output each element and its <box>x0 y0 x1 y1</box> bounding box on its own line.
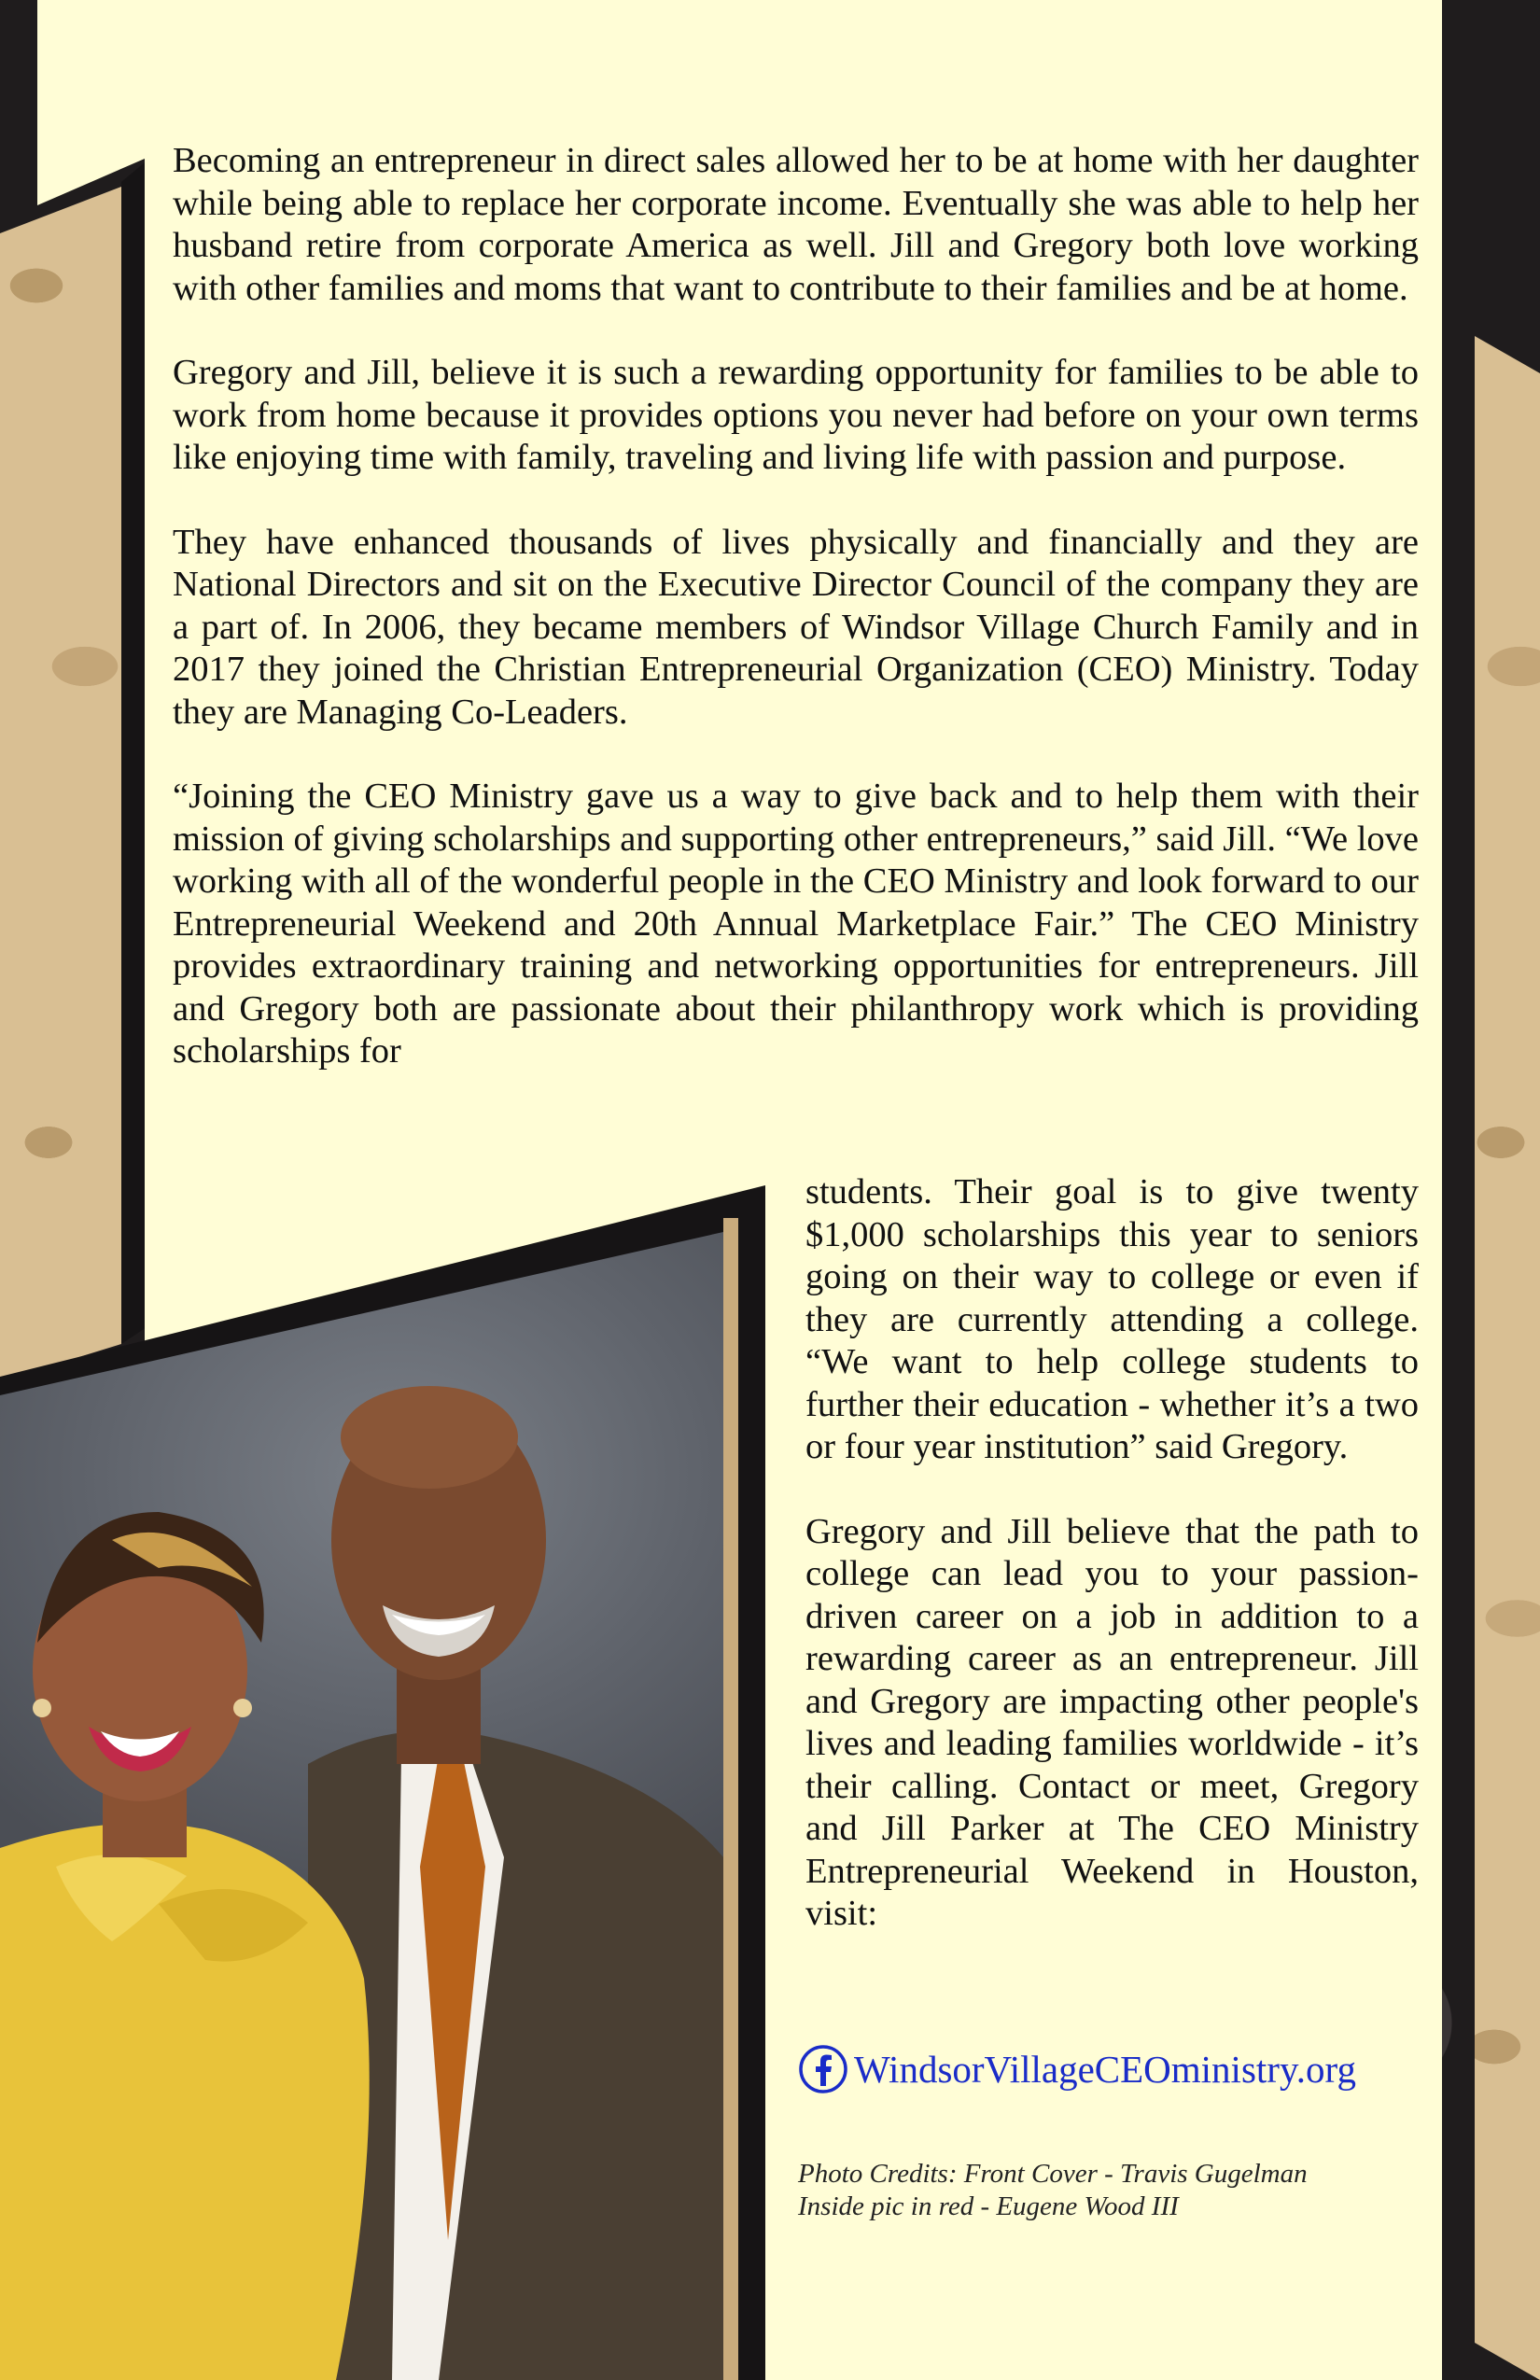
article-paragraph: Becoming an entrepreneur in direct sales allowed her to be at home with her daughter while being able to replace her corporate income. Eventually she was able to help her husband retire from corporate America as well. Jill and Gregory both love working with other families and moms that want to contribute to their families and be at home. <box>173 141 1419 308</box>
article-paragraph: students. Their goal is to give twenty $1,000 scholarships this year to seniors going on their way to college or even if they are currently attending a college. “We want to help college students to further their education - whether it’s a two or four year institution” said Gregory. <box>805 1172 1419 1466</box>
article-main-text <box>173 140 1419 1073</box>
photo-gold-edge <box>723 1218 738 2380</box>
article-side-text <box>805 1171 1419 1936</box>
article-paragraph: Gregory and Jill believe that the path to college can lead you to your passion-driven career on a job in addition to a rewarding career as an entrepreneur. Jill and Gregory are impacting other people's lives and leading families worldwide - it’s their calling. Contact or meet, Gregory and Jill Parker at The CEO Ministry Entrepreneurial Weekend in Houston, visit: <box>805 1511 1419 1933</box>
article-paragraph: “Joining the CEO Ministry gave us a way to give back and to help them with their mission of giving scholarships and supporting other entrepreneurs,” said Jill. “We love working with all of the wonderful people in the CEO Ministry and look forward to our Entrepreneurial Weekend and 20th Annual Marketplace Fair.” The CEO Ministry provides extraordinary training and networking opportunities for entrepreneurs. Jill and Gregory both are passionate about their philanthropy work which is providing scholarships for <box>173 777 1419 1071</box>
article-paragraph: Gregory and Jill, believe it is such a rewarding opportunity for families to be able to work from home because it provides options you never had before on your own terms like enjoying time with family, traveling and living life with passion and purpose. <box>173 353 1419 477</box>
credit-line: Photo Credits: Front Cover - Travis Gugelman <box>798 2159 1308 2189</box>
website-link[interactable]: WindsorVillageCEOministry.org <box>854 2048 1356 2091</box>
facebook-icon <box>798 2044 848 2094</box>
article-paragraph: They have enhanced thousands of lives physically and financially and they are National Directors and sit on the Executive Director Council of the company they are a part of. In 2006, they became members of Windsor Village Church Family and in 2017 they joined the Christian Entrepreneurial Organization (CEO) Ministry. Today they are Managing Co-Leaders. <box>173 522 1419 732</box>
credit-line: Inside pic in red - Eugene Wood III <box>798 2191 1179 2221</box>
website-link-row[interactable] <box>798 2042 1356 2096</box>
photo-credits <box>798 2158 1433 2223</box>
